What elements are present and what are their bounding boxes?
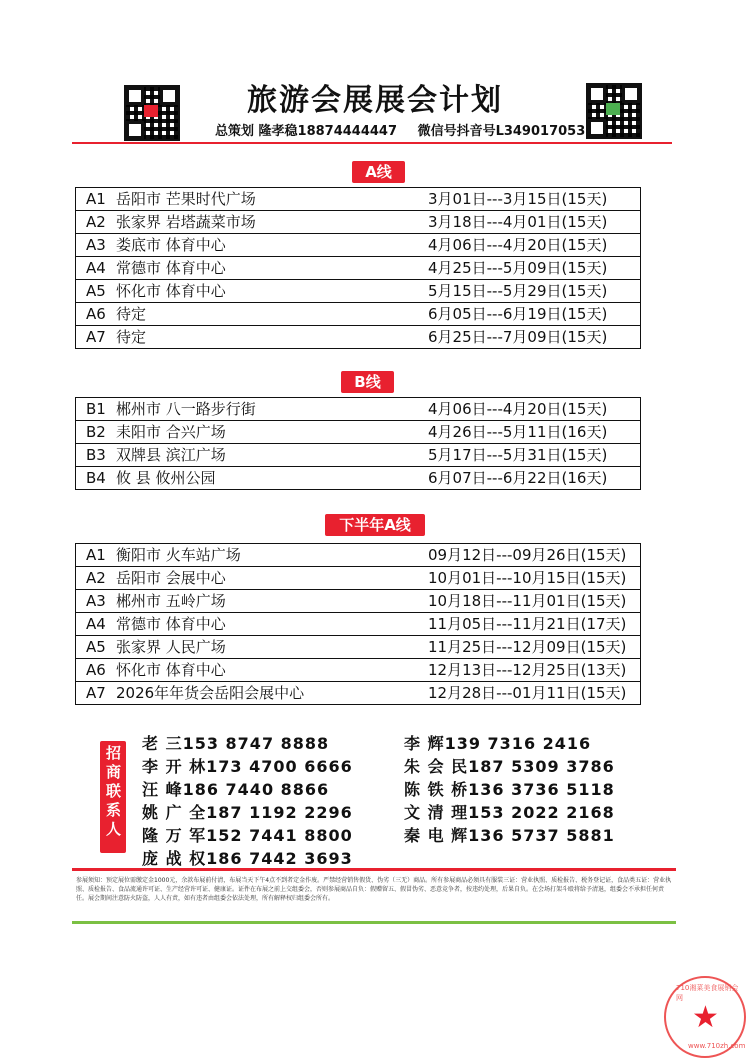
seal-stamp (664, 976, 746, 1058)
table-row: A6 待定 6月05日---6月19日(15天) (76, 303, 640, 326)
table-row: A6 怀化市 体育中心 12月13日---12月25日(13天) (76, 659, 640, 682)
table-row: B2 耒阳市 合兴广场 4月26日---5月11日(16天) (76, 421, 640, 444)
table-row: A3 郴州市 五岭广场 10月18日---11月01日(15天) (76, 590, 640, 613)
table-row: A1 衡阳市 火车站广场 09月12日---09月26日(15天) (76, 544, 640, 567)
contact-left-2: 汪 峰186 7440 8866 (142, 780, 330, 799)
line-a-label: A线 (352, 161, 405, 183)
line-a-table (75, 187, 641, 349)
header-divider (72, 142, 672, 144)
contact-right-4: 秦 电 辉136 5737 5881 (404, 826, 615, 845)
contact-left-5: 庞 战 权186 7442 3693 (142, 849, 353, 868)
contact-left-1: 李 开 林173 4700 6666 (142, 757, 353, 776)
contact-right-2: 陈 铁 桥136 3736 5118 (404, 780, 615, 799)
table-row: A2 岳阳市 会展中心 10月01日---10月15日(15天) (76, 567, 640, 590)
table-row: A2 张家界 岩塔蔬菜市场 3月18日---4月01日(15天) (76, 211, 640, 234)
table-row: B3 双牌县 滨江广场 5月17日---5月31日(15天) (76, 444, 640, 467)
table-row: A5 怀化市 体育中心 5月15日---5月29日(15天) (76, 280, 640, 303)
table-row: A1 岳阳市 芒果时代广场 3月01日---3月15日(15天) (76, 188, 640, 211)
planner-contact: 总策划 隆孝稳18874444447 (215, 124, 398, 139)
notice-top-border (72, 868, 676, 871)
line-h2-label: 下半年A线 (325, 514, 425, 536)
contact-left-0: 老 三153 8747 8888 (142, 734, 330, 753)
table-row: A4 常德市 体育中心 11月05日---11月21日(17天) (76, 613, 640, 636)
table-row: A7 待定 6月25日---7月09日(15天) (76, 326, 640, 349)
table-row: A5 张家界 人民广场 11月25日---12月09日(15天) (76, 636, 640, 659)
table-row: A4 常德市 体育中心 4月25日---5月09日(15天) (76, 257, 640, 280)
table-row: A3 娄底市 体育中心 4月06日---4月20日(15天) (76, 234, 640, 257)
star-icon: ★ (692, 1000, 719, 1035)
table-row: B1 郴州市 八一路步行街 4月06日---4月20日(15天) (76, 398, 640, 421)
contacts-banner: 招商联系人 (100, 741, 126, 853)
contact-right-1: 朱 会 民187 5309 3786 (404, 757, 615, 776)
stamp-url: www.710zh.com (688, 1042, 746, 1050)
contact-left-3: 姚 广 全187 1192 2296 (142, 803, 353, 822)
exhibitor-notice: 参展须知：预定展位需缴定金1000元，余款布展前付清，布展当天下午4点不到者定金作废。严禁经营销售假货、伪劣（三无）商品。所有参展商品必须具有服装三证：营业执照、质检报告、税务登记证，食品类五证：营业执照、质检报告、食品流通许可证、生产经营许可证、健康证。证件在布展之前上交组委会，否则参展商品自负：假赠留五、假冒伪劣、恶意竞争者，按违约处理，后果自负。在会场打架斗殴将给予清退，组委会不承担任何责任。展会期间注意防火防盗，人人有责，如有违者由组委会依法处理，所有解释权归组委会所有。 (76, 877, 672, 902)
contact-right-3: 文 清 理153 2022 2168 (404, 803, 615, 822)
page-title: 旅游会展展会计划 (247, 83, 503, 118)
line-h2-table (75, 543, 641, 705)
line-b-label: B线 (341, 371, 394, 393)
contact-left-4: 隆 万 军152 7441 8800 (142, 826, 353, 845)
table-row: A7 2026年年货会岳阳会展中心 12月28日---01月11日(15天) (76, 682, 640, 705)
subtitle (215, 120, 601, 139)
table-row: B4 攸 县 攸州公园 6月07日---6月22日(16天) (76, 467, 640, 490)
social-account: 微信号抖音号L349017053 (417, 124, 586, 139)
line-b-table (75, 397, 641, 490)
contact-right-0: 李 辉139 7316 2416 (404, 734, 592, 753)
stamp-ring-text: 710湘菜美食展销会网 (676, 984, 739, 1002)
notice-bottom-border (72, 921, 676, 924)
